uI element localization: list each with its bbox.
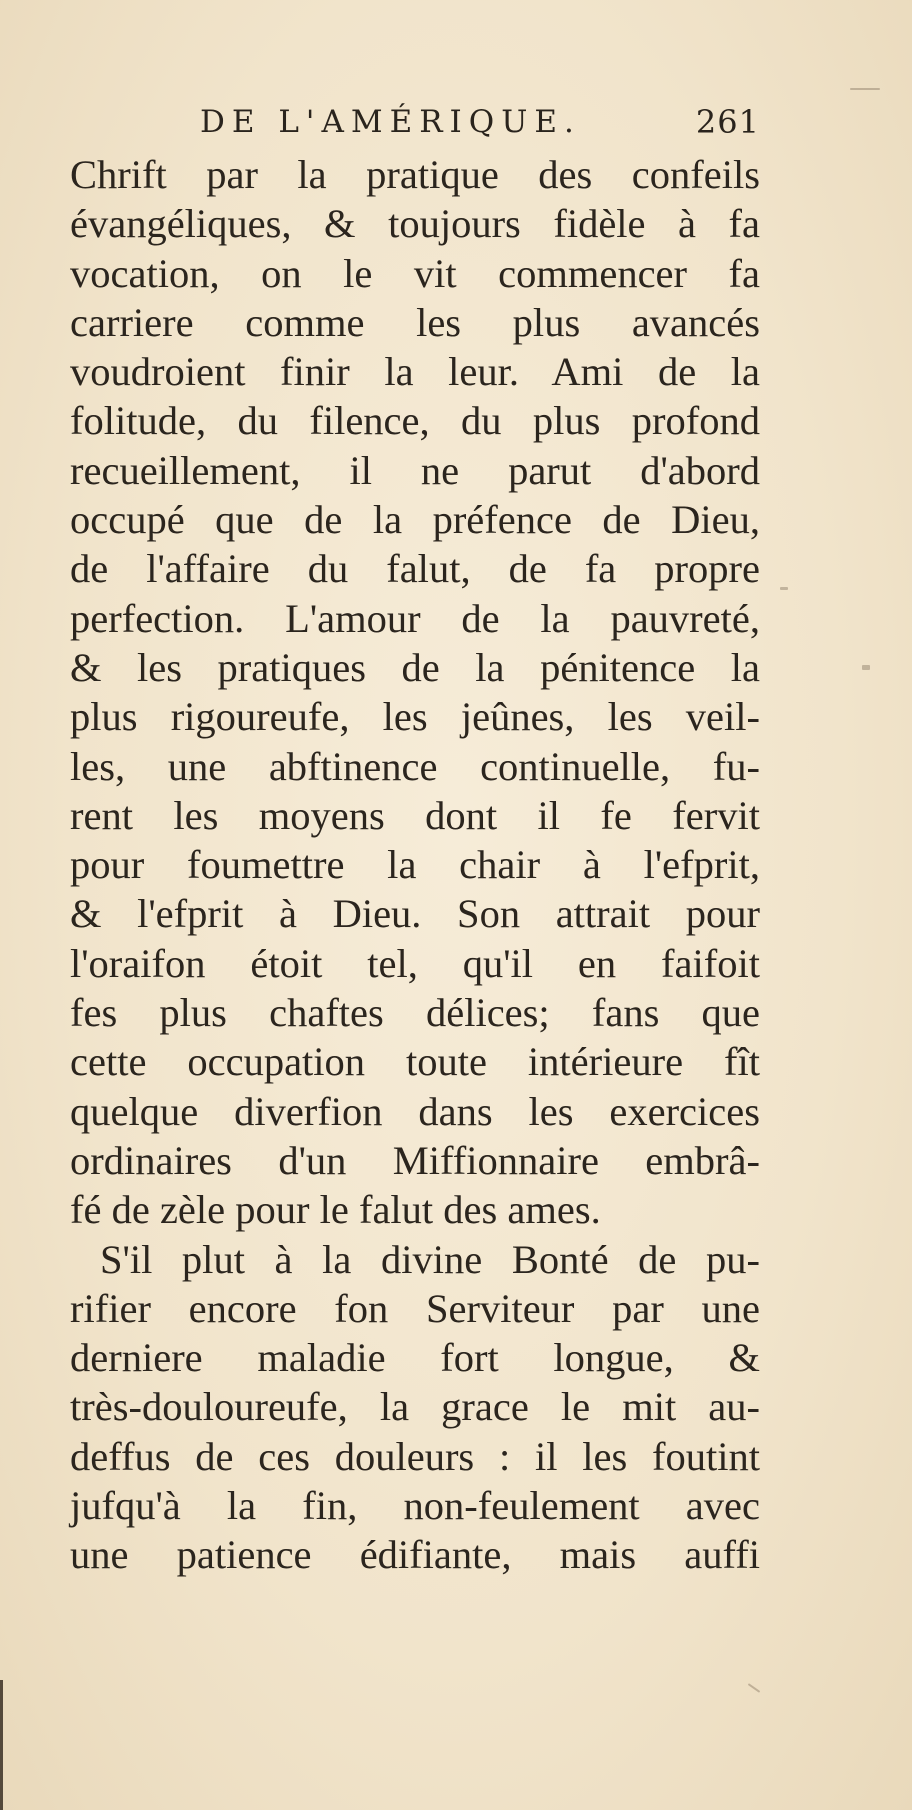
text-line: de l'affaire du falut, de fa propre [70, 546, 760, 592]
ink-mark [850, 88, 880, 90]
text-line: cette occupation toute intérieure fît [70, 1039, 760, 1085]
text-line: folitude, du filence, du plus profond [70, 398, 760, 444]
text-line: Chrift par la pratique des confeils [70, 152, 760, 197]
ink-mark [862, 665, 870, 670]
body-text [70, 150, 760, 1580]
text-line: & l'efprit à Dieu. Son attrait pour [70, 891, 760, 937]
text-line: fé de zèle pour le falut des ames. [70, 1187, 601, 1233]
text-line: rifier encore fon Serviteur par une [70, 1285, 760, 1331]
ink-mark [748, 1683, 761, 1693]
text-line: l'oraifon étoit tel, qu'il en faifoit [70, 940, 760, 986]
text-line: très-douloureufe, la grace le mit au- [70, 1384, 760, 1430]
text-line: derniere maladie fort longue, & [70, 1335, 760, 1381]
text-line: pour foumettre la chair à l'efprit, [70, 842, 760, 888]
text-line: jufqu'à la fin, non-feulement avec [70, 1483, 760, 1529]
gutter-edge [0, 1680, 3, 1810]
text-line: évangéliques, & toujours fidèle à fa [70, 201, 760, 247]
page-number: 261 [695, 103, 760, 141]
text-line: plus rigoureufe, les jeûnes, les veil- [70, 694, 760, 740]
running-head [200, 100, 760, 144]
text-line: ordinaires d'un Miffionnaire embrâ- [70, 1137, 760, 1183]
text-line: quelque diverfion dans les exercices [70, 1088, 760, 1134]
text-line: deffus de ces douleurs : il les foutint [70, 1433, 760, 1479]
text-line: S'il plut à la divine Bonté de pu- [100, 1236, 760, 1282]
text-line: une patience édifiante, mais auffi [70, 1532, 760, 1578]
text-line: fes plus chaftes délices; fans que [70, 990, 760, 1036]
text-line: voudroient finir la leur. Ami de la [70, 349, 760, 395]
text-line: perfection. L'amour de la pauvreté, [70, 595, 760, 641]
text-line: carriere comme les plus avancés [70, 299, 760, 345]
text-line: & les pratiques de la pénitence la [70, 644, 760, 690]
text-line: les, une abftinence continuelle, fu- [70, 743, 760, 789]
running-head-title: DE L'AMÉRIQUE. [200, 104, 581, 140]
text-line: recueillement, il ne parut d'abord [70, 447, 760, 493]
text-line: rent les moyens dont il fe fervit [70, 792, 760, 838]
text-line: vocation, on le vit commencer fa [70, 250, 760, 296]
text-line: occupé que de la préfence de Dieu, [70, 497, 760, 543]
ink-mark [780, 587, 788, 590]
